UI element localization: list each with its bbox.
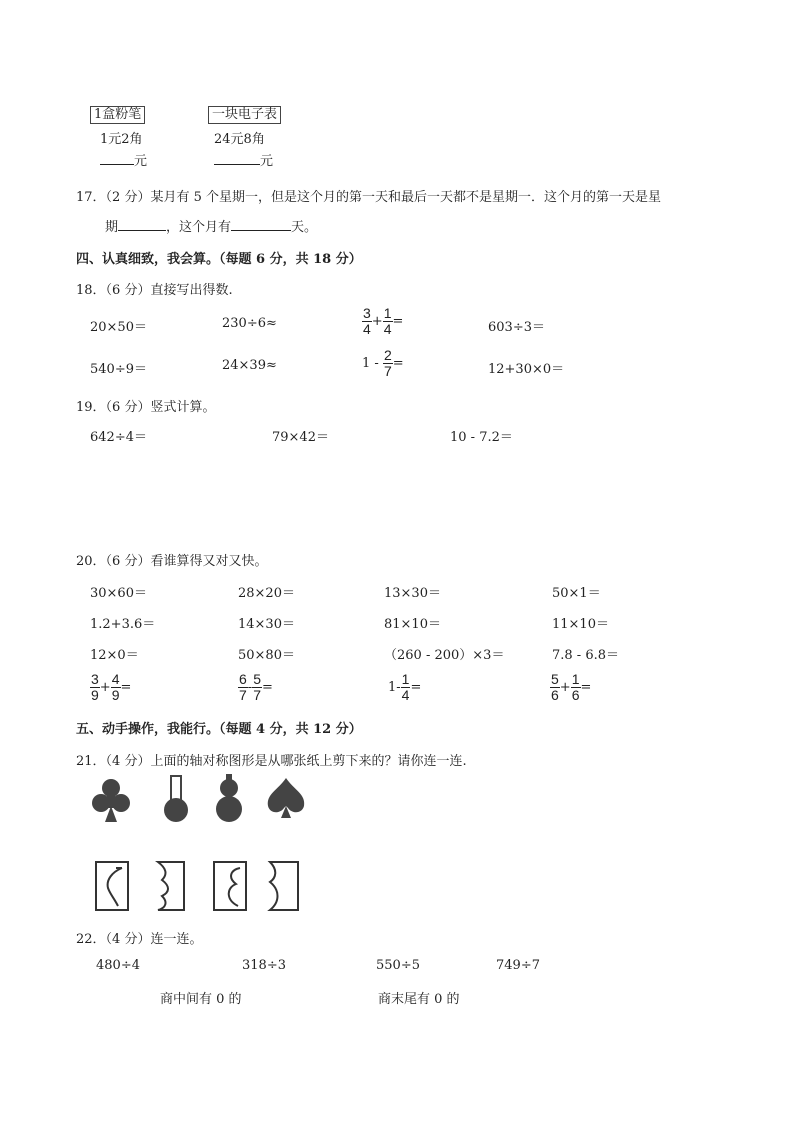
q20-r1-c4: 50×1＝	[552, 586, 601, 601]
q20-r3-c2: 50×80＝	[238, 648, 295, 663]
price-card-chalk-label: 1盒粉笔	[90, 106, 145, 124]
q19-title: 19．（6 分）竖式计算。	[76, 400, 216, 415]
mirror-icon[interactable]	[160, 774, 192, 824]
paper-cut-4[interactable]	[264, 860, 300, 912]
q20-fraction-3: 1- $\frac{1}{4}$ =	[388, 671, 422, 703]
q17-blank-weekday[interactable]	[118, 218, 166, 231]
section-4-heading: 四、认真细致，我会算。（每题 6 分，共 18 分）	[76, 252, 362, 267]
paper-cut-2[interactable]	[150, 860, 186, 912]
q22-item-2[interactable]: 318÷3	[242, 958, 286, 973]
q20-r1-c3: 13×30＝	[384, 586, 441, 601]
q19-item-3: 10 - 7.2＝	[450, 430, 513, 445]
q20-r1-c2: 28×20＝	[238, 586, 295, 601]
q18-r2-c2: 24×39≈	[222, 358, 277, 373]
q19-item-1: 642÷4＝	[90, 430, 147, 445]
q17-blank-days[interactable]	[231, 218, 291, 231]
q20-title: 20．（6 分）看谁算得又对又快。	[76, 554, 268, 569]
price-card-watch-answer[interactable]: 元	[214, 150, 273, 169]
q20-r2-c4: 11×10＝	[552, 617, 609, 632]
q22-label-end-zero[interactable]: 商末尾有 0 的	[378, 992, 460, 1007]
q22-item-4[interactable]: 749÷7	[496, 958, 540, 973]
q20-fraction-4: $\frac{5}{6}$ + $\frac{1}{6}$ =	[551, 671, 592, 703]
q20-r3-c3: （260 - 200）×3＝	[384, 648, 505, 663]
q18-r1-fraction: $\frac{3}{4}$ + $\frac{1}{4}$ =	[363, 305, 404, 337]
q18-r1-c1: 20×50＝	[90, 320, 147, 335]
section-5-heading: 五、动手操作，我能行。（每题 4 分，共 12 分）	[76, 722, 362, 737]
paper-cut-1[interactable]	[94, 860, 130, 912]
q20-fraction-1: $\frac{3}{9}$ + $\frac{4}{9}$ =	[91, 671, 132, 703]
q18-r2-c1: 540÷9＝	[90, 362, 147, 377]
q18-r2-fraction: 1 - $\frac{2}{7}$ =	[362, 347, 404, 379]
price-card-chalk-price: 1元2角	[100, 132, 143, 147]
paper-cut-3[interactable]	[212, 860, 248, 912]
gourd-icon[interactable]	[212, 774, 246, 824]
q22-item-3[interactable]: 550÷5	[376, 958, 420, 973]
spade-icon[interactable]	[264, 776, 308, 822]
q18-r1-c4: 603÷3＝	[488, 320, 545, 335]
price-card-watch-label: 一块电子表	[208, 106, 281, 124]
price-card-chalk-answer[interactable]: 元	[100, 150, 147, 169]
q17-line1: 17．（2 分）某月有 5 个星期一，但是这个月的第一天和最后一天都不是星期一．这个月的第一天是星	[76, 190, 661, 205]
q18-r1-c2: 230÷6≈	[222, 316, 277, 331]
q20-r2-c3: 81×10＝	[384, 617, 441, 632]
q20-r3-c4: 7.8 - 6.8＝	[552, 648, 620, 663]
price-card-watch-price: 24元8角	[214, 132, 265, 147]
q20-r2-c1: 1.2+3.6＝	[90, 617, 156, 632]
q18-title: 18．（6 分）直接写出得数.	[76, 283, 233, 298]
q20-r1-c1: 30×60＝	[90, 586, 147, 601]
q19-item-2: 79×42＝	[272, 430, 329, 445]
q20-r2-c2: 14×30＝	[238, 617, 295, 632]
club-icon[interactable]	[90, 776, 132, 824]
q22-label-middle-zero[interactable]: 商中间有 0 的	[160, 992, 242, 1007]
q22-title: 22．（4 分）连一连。	[76, 932, 203, 947]
q18-r2-c4: 12+30×0＝	[488, 362, 565, 377]
q17-line2: 期 ，这个月有 天。	[105, 220, 318, 235]
q21-title: 21．（4 分）上面的轴对称图形是从哪张纸上剪下来的？请你连一连.	[76, 754, 467, 769]
q20-fraction-2: $\frac{6}{7}$ - $\frac{5}{7}$ =	[239, 671, 273, 703]
q22-item-1[interactable]: 480÷4	[96, 958, 140, 973]
q20-r3-c1: 12×0＝	[90, 648, 139, 663]
